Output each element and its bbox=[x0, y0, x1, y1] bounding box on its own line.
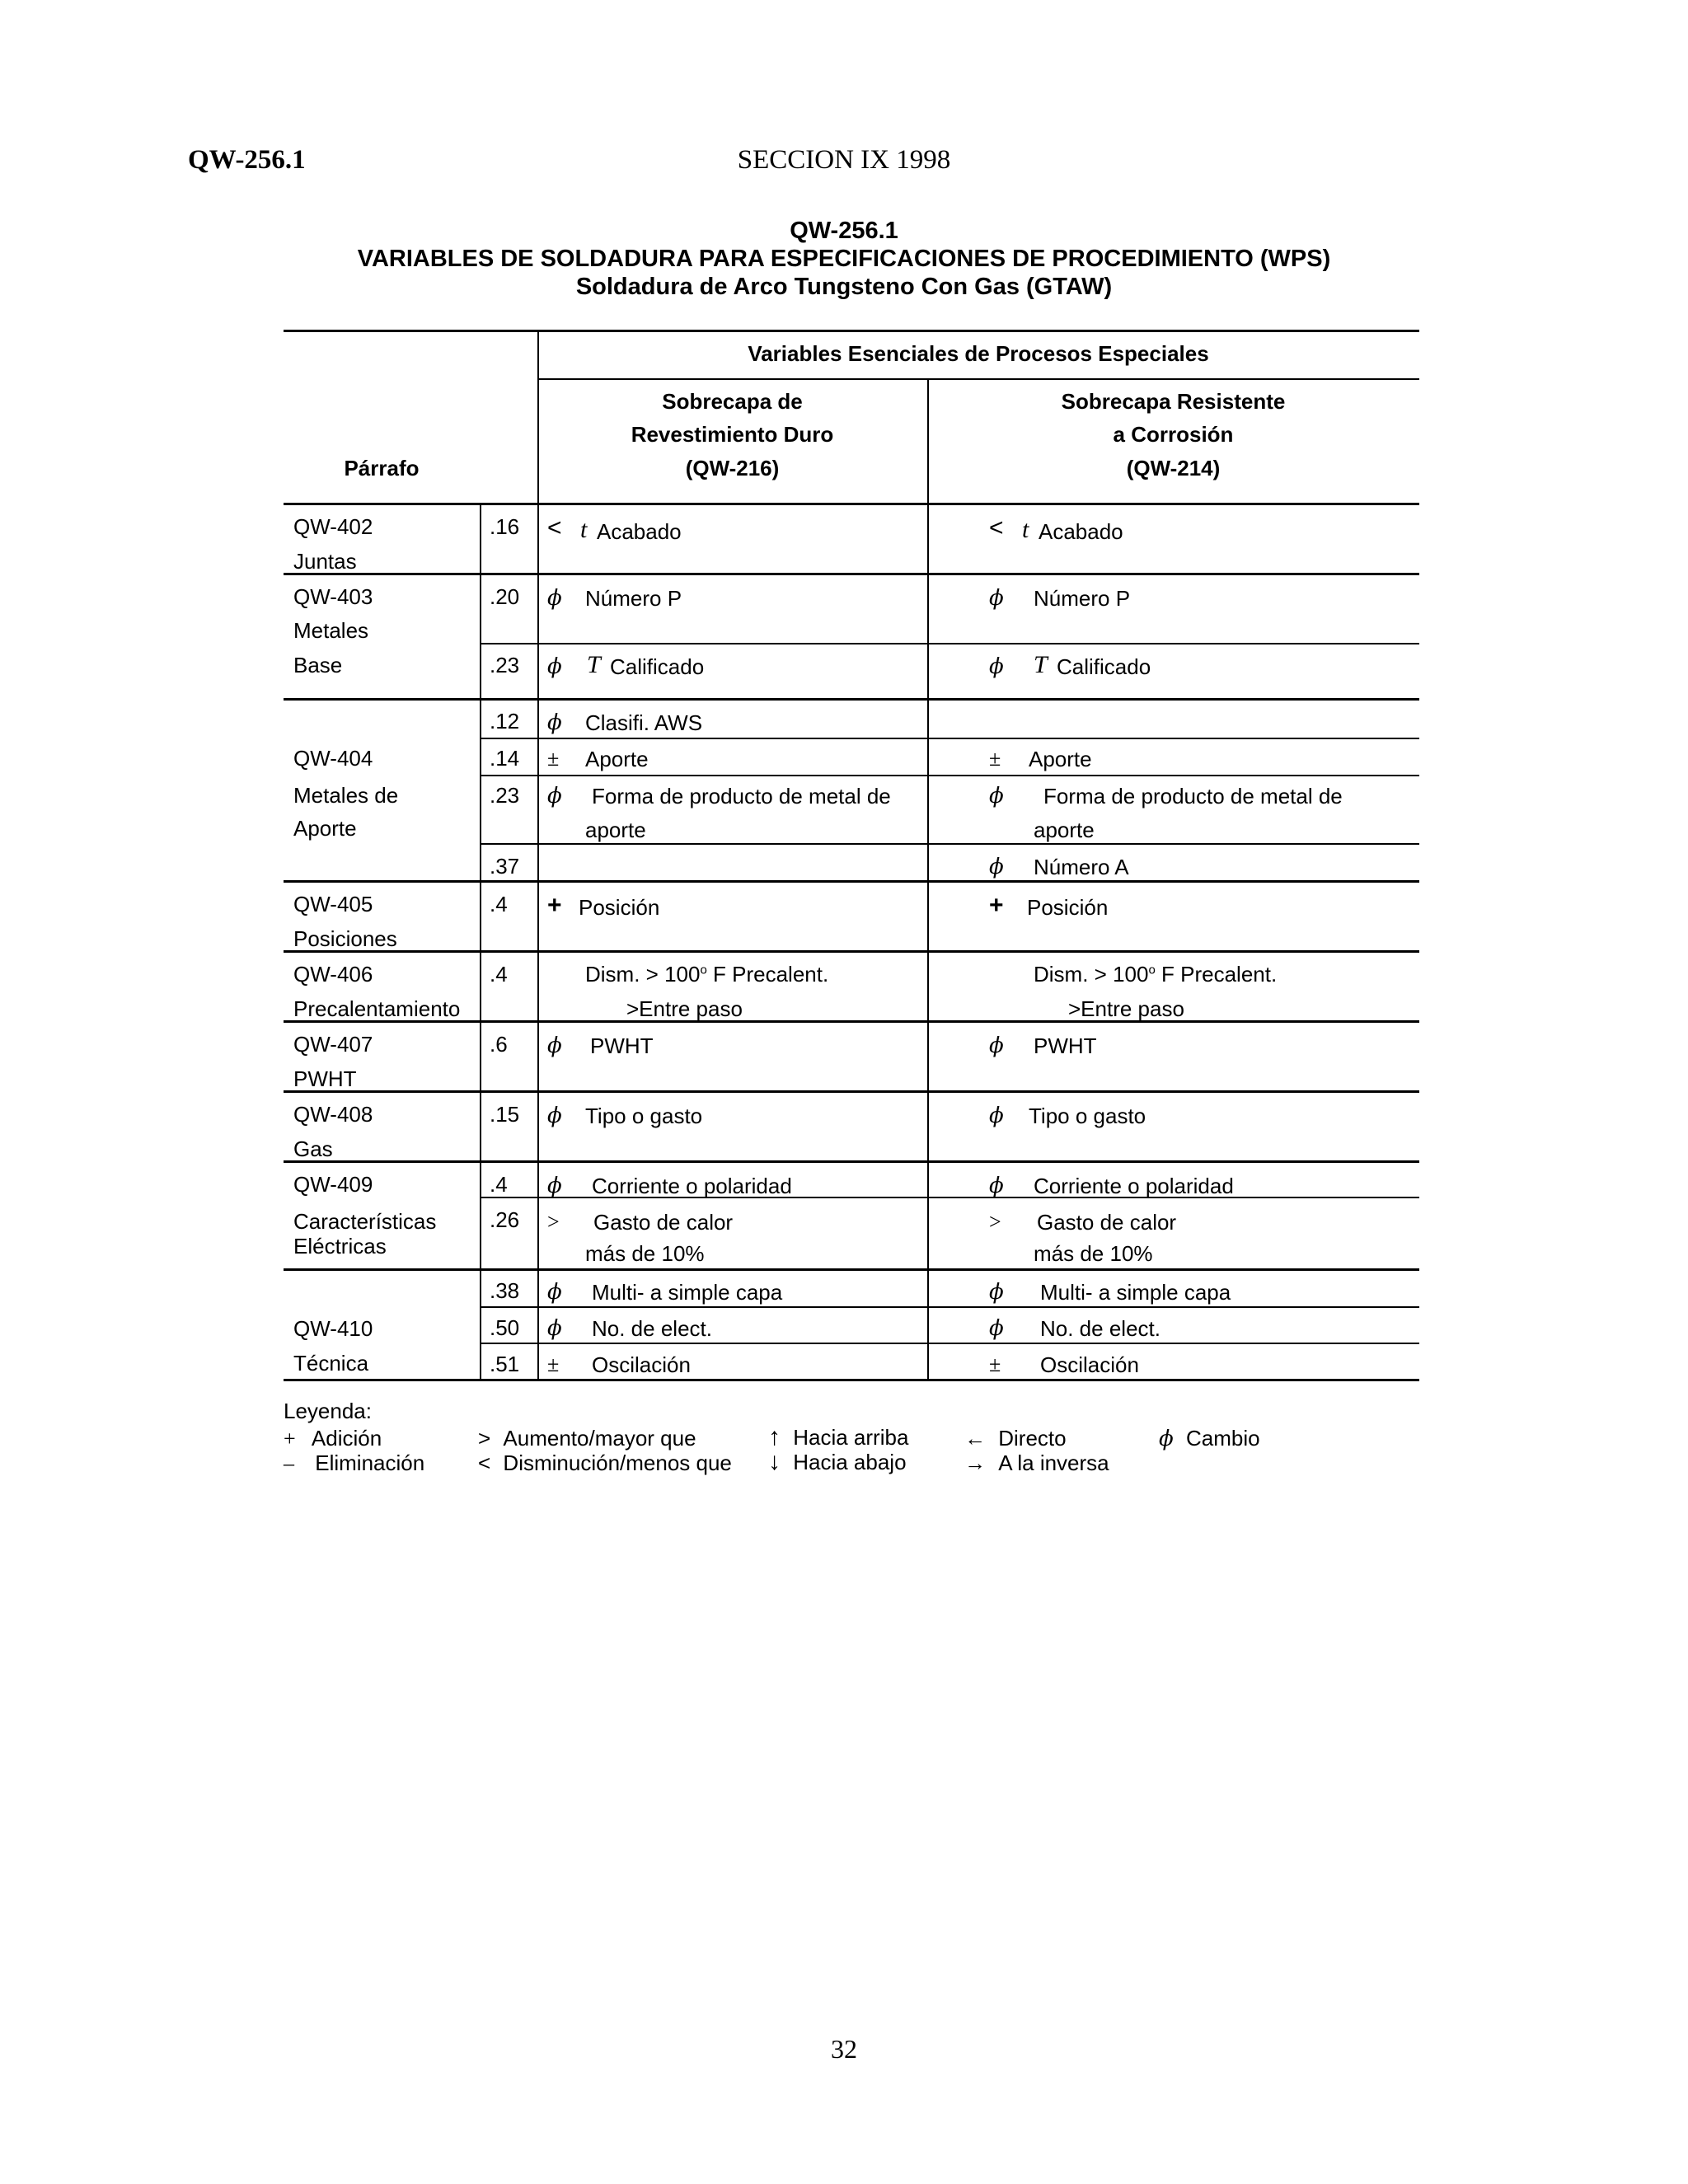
variable-T: T bbox=[1034, 651, 1048, 678]
row-number: .37 bbox=[490, 854, 520, 879]
table-rule bbox=[480, 1343, 1419, 1344]
variable-t: t bbox=[1022, 516, 1029, 543]
row-code: QW-404 bbox=[293, 746, 373, 771]
table-column-rule bbox=[480, 503, 481, 1380]
variable-T: T bbox=[587, 651, 601, 678]
change-symbol: ϕ bbox=[989, 1033, 1004, 1058]
table-title: VARIABLES DE SOLDADURA PARA ESPECIFICACIONES DE PROCEDIMIENTO (WPS) bbox=[357, 246, 1331, 272]
variable-t: t bbox=[580, 516, 588, 543]
cell-text: Aporte bbox=[1029, 747, 1092, 771]
cell-text-part: Dism. > 100 bbox=[1034, 962, 1149, 987]
row-number: .4 bbox=[490, 962, 508, 987]
row-name: Metales de bbox=[293, 783, 399, 808]
change-symbol: ϕ bbox=[989, 855, 1004, 879]
plus-minus-symbol: ± bbox=[989, 1352, 1001, 1376]
row-name: Aporte bbox=[293, 816, 357, 841]
cell-text: No. de elect. bbox=[1040, 1316, 1160, 1341]
change-symbol: ϕ bbox=[989, 1174, 1004, 1198]
legend-item bbox=[768, 1423, 908, 1451]
table-column-rule bbox=[927, 378, 929, 1380]
cell-text: Forma de producto de metal de bbox=[592, 784, 891, 808]
change-symbol: ϕ bbox=[989, 654, 1004, 679]
legend-item bbox=[284, 1451, 424, 1476]
row-code: QW-410 bbox=[293, 1316, 373, 1341]
cell-text: PWHT bbox=[590, 1033, 654, 1058]
cell-text: Gasto de calor bbox=[593, 1210, 734, 1235]
greater-than-symbol: > bbox=[989, 1210, 1001, 1234]
greater-than-symbol: > bbox=[547, 1210, 560, 1234]
change-symbol: ϕ bbox=[1159, 1427, 1174, 1451]
legend-item bbox=[478, 1426, 696, 1451]
legend-label: Directo bbox=[998, 1426, 1067, 1451]
cell-text-part: Dism. > 100 bbox=[585, 962, 701, 987]
cell-text: PWHT bbox=[1034, 1033, 1097, 1058]
legend-symbol: > bbox=[478, 1426, 491, 1451]
table-rule bbox=[284, 880, 1419, 883]
change-symbol: ϕ bbox=[989, 1280, 1004, 1305]
row-code: QW-405 bbox=[293, 892, 373, 916]
table-rule bbox=[480, 843, 1419, 845]
table-column-rule bbox=[537, 330, 539, 1380]
change-symbol: ϕ bbox=[547, 1033, 562, 1058]
change-symbol: ϕ bbox=[989, 784, 1004, 808]
table-rule bbox=[480, 775, 1419, 776]
cell-text bbox=[585, 962, 828, 987]
cell-text: Aporte bbox=[585, 747, 649, 771]
cell-text: más de 10% bbox=[1034, 1241, 1153, 1266]
row-name: Precalentamiento bbox=[293, 996, 461, 1021]
cell-text: Calificado bbox=[610, 654, 705, 679]
cell-text: Corriente o polaridad bbox=[592, 1174, 792, 1198]
less-than-symbol: < bbox=[989, 514, 1004, 541]
col1-header-line3: (QW-216) bbox=[685, 456, 780, 480]
row-number: .50 bbox=[490, 1315, 520, 1340]
row-code: QW-408 bbox=[293, 1102, 373, 1127]
change-symbol: ϕ bbox=[547, 1316, 562, 1341]
change-symbol: ϕ bbox=[547, 586, 562, 611]
change-symbol: ϕ bbox=[547, 784, 562, 808]
change-symbol: ϕ bbox=[547, 1280, 562, 1305]
legend-item bbox=[768, 1448, 907, 1476]
table-rule bbox=[537, 378, 1419, 380]
cell-text: Tipo o gasto bbox=[585, 1104, 703, 1128]
legend-label: Aumento/mayor que bbox=[503, 1426, 696, 1451]
table-rule bbox=[480, 738, 1419, 739]
cell-text: Multi- a simple capa bbox=[592, 1280, 783, 1305]
legend-symbol: < bbox=[478, 1451, 491, 1475]
down-arrow-icon: ↓ bbox=[768, 1448, 781, 1475]
legend-label: Adición bbox=[311, 1426, 382, 1451]
row-number: .51 bbox=[490, 1352, 520, 1376]
table-rule bbox=[284, 1268, 1419, 1271]
legend-item bbox=[964, 1451, 1109, 1476]
table-rule bbox=[284, 698, 1419, 701]
legend-label: Eliminación bbox=[315, 1451, 425, 1475]
col2-header-line3: (QW-214) bbox=[1126, 456, 1221, 480]
table-rule bbox=[284, 1090, 1419, 1093]
row-code: QW-409 bbox=[293, 1172, 373, 1197]
legend-item bbox=[1159, 1426, 1260, 1451]
row-number: .26 bbox=[490, 1207, 520, 1232]
degree-mark: o bbox=[1148, 963, 1156, 977]
table-rule bbox=[284, 573, 1419, 575]
table-rule bbox=[480, 643, 1419, 644]
cell-text: Gasto de calor bbox=[1037, 1210, 1177, 1235]
legend-label: A la inversa bbox=[998, 1451, 1109, 1475]
row-name: Técnica bbox=[293, 1351, 369, 1376]
col1-header-line1: Sobrecapa de bbox=[662, 389, 803, 414]
cell-text: No. de elect. bbox=[592, 1316, 712, 1341]
legend-label: Hacia abajo bbox=[793, 1450, 907, 1474]
change-symbol: ϕ bbox=[989, 1104, 1004, 1128]
cell-text: Clasifi. AWS bbox=[585, 710, 703, 735]
row-name: Metales bbox=[293, 618, 369, 643]
table-rule bbox=[284, 1160, 1419, 1163]
cell-text: Forma de producto de metal de bbox=[1043, 784, 1343, 808]
cell-text-part: F Precalent. bbox=[1155, 962, 1278, 987]
row-number: .6 bbox=[490, 1032, 508, 1057]
table-rule bbox=[284, 950, 1419, 953]
cell-text: Número P bbox=[585, 586, 682, 611]
up-arrow-icon: ↑ bbox=[768, 1423, 781, 1451]
cell-text: Acabado bbox=[1039, 519, 1123, 544]
change-symbol: ϕ bbox=[547, 1104, 562, 1128]
cell-text: Número P bbox=[1034, 586, 1131, 611]
page-number: 32 bbox=[831, 2034, 857, 2064]
degree-mark: o bbox=[700, 963, 707, 977]
table-rule bbox=[284, 1379, 1419, 1381]
change-symbol: ϕ bbox=[989, 1316, 1004, 1341]
change-symbol: ϕ bbox=[547, 654, 562, 679]
plus-symbol: + bbox=[547, 892, 562, 919]
legend-label: Cambio bbox=[1185, 1426, 1260, 1451]
row-number: .16 bbox=[490, 514, 520, 539]
col1-header-line2: Revestimiento Duro bbox=[631, 422, 834, 447]
cell-text: >Entre paso bbox=[1068, 996, 1184, 1021]
row-code: QW-402 bbox=[293, 514, 373, 539]
parrafo-header: Párrafo bbox=[344, 456, 420, 480]
cell-text: Acabado bbox=[597, 519, 682, 544]
running-header-title: SECCION IX 1998 bbox=[737, 145, 951, 175]
row-code: QW-403 bbox=[293, 584, 373, 609]
col2-header-line2: a Corrosión bbox=[1113, 422, 1234, 447]
change-symbol: ϕ bbox=[547, 710, 562, 735]
row-name: Gas bbox=[293, 1137, 333, 1161]
cell-text: >Entre paso bbox=[626, 996, 743, 1021]
cell-text: Multi- a simple capa bbox=[1040, 1280, 1231, 1305]
left-arrow-icon: ← bbox=[964, 1427, 986, 1451]
row-number: .12 bbox=[490, 709, 520, 733]
cell-text: Posición bbox=[1027, 895, 1109, 920]
running-header-section-code: QW-256.1 bbox=[188, 145, 306, 175]
legend-symbol: + bbox=[284, 1427, 296, 1451]
plus-minus-symbol: ± bbox=[547, 1352, 560, 1376]
row-number: .15 bbox=[490, 1102, 520, 1127]
row-number: .23 bbox=[490, 783, 520, 808]
table-rule bbox=[284, 330, 1419, 332]
table-number: QW-256.1 bbox=[790, 218, 898, 244]
change-symbol: ϕ bbox=[547, 1174, 562, 1198]
legend-item bbox=[964, 1426, 1067, 1451]
plus-symbol: + bbox=[989, 892, 1004, 919]
cell-text bbox=[1034, 962, 1277, 987]
legend-item bbox=[284, 1426, 382, 1451]
row-number: .4 bbox=[490, 892, 508, 916]
table-rule bbox=[284, 503, 1419, 505]
cell-text: Tipo o gasto bbox=[1029, 1104, 1146, 1128]
row-name: Juntas bbox=[293, 549, 357, 574]
row-name: Eléctricas bbox=[293, 1234, 387, 1258]
group-header: Variables Esenciales de Procesos Especiales bbox=[748, 341, 1209, 366]
row-number: .23 bbox=[490, 653, 520, 677]
cell-text: Posición bbox=[579, 895, 660, 920]
legend-title: Leyenda: bbox=[284, 1399, 372, 1423]
cell-text: Número A bbox=[1034, 855, 1129, 879]
row-number: .14 bbox=[490, 746, 520, 771]
legend-symbol: – bbox=[284, 1451, 294, 1475]
cell-text: aporte bbox=[1034, 818, 1095, 842]
table-rule bbox=[480, 1306, 1419, 1308]
cell-text: Corriente o polaridad bbox=[1034, 1174, 1234, 1198]
cell-text-part: F Precalent. bbox=[706, 962, 829, 987]
cell-text: Calificado bbox=[1057, 654, 1151, 679]
plus-minus-symbol: ± bbox=[989, 747, 1001, 771]
legend-item bbox=[478, 1451, 732, 1476]
cell-text: aporte bbox=[585, 818, 646, 842]
row-number: .4 bbox=[490, 1172, 508, 1197]
change-symbol: ϕ bbox=[989, 586, 1004, 611]
legend-label: Disminución/menos que bbox=[503, 1451, 732, 1475]
table-subtitle: Soldadura de Arco Tungsteno Con Gas (GTAW) bbox=[575, 274, 1113, 300]
row-name: Base bbox=[293, 653, 343, 677]
legend-label: Hacia arriba bbox=[793, 1425, 909, 1450]
plus-minus-symbol: ± bbox=[547, 747, 560, 771]
row-number: .38 bbox=[490, 1278, 520, 1303]
row-name: PWHT bbox=[293, 1066, 357, 1091]
cell-text: Oscilación bbox=[592, 1352, 691, 1377]
row-code: QW-406 bbox=[293, 962, 373, 987]
less-than-symbol: < bbox=[547, 514, 562, 541]
row-code: QW-407 bbox=[293, 1032, 373, 1057]
row-number: .20 bbox=[490, 584, 520, 609]
row-name: Características bbox=[293, 1209, 437, 1234]
cell-text: más de 10% bbox=[585, 1241, 705, 1266]
row-name: Posiciones bbox=[293, 926, 397, 951]
col2-header-line1: Sobrecapa Resistente bbox=[1061, 389, 1286, 414]
cell-text: Oscilación bbox=[1040, 1352, 1139, 1377]
right-arrow-icon: → bbox=[964, 1451, 986, 1475]
